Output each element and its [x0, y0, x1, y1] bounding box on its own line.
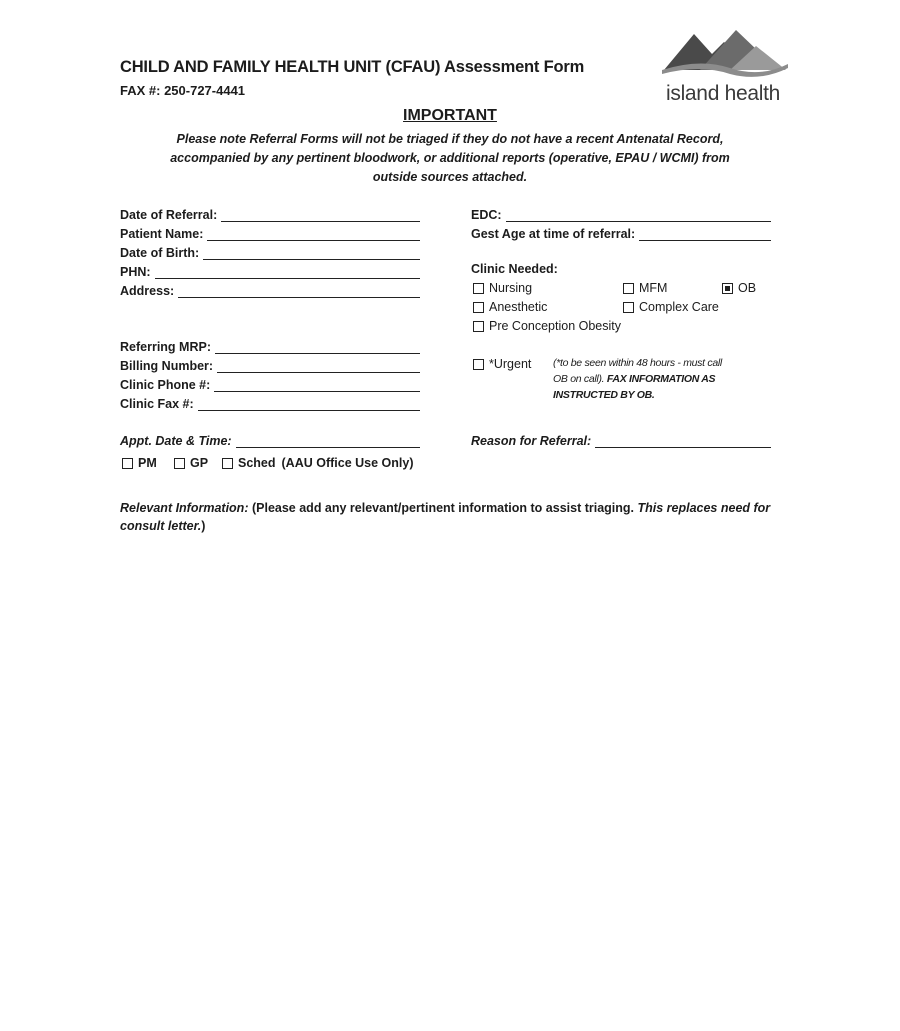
- island-health-logo: [660, 24, 792, 108]
- fax-number: FAX #: 250-727-4441: [120, 83, 246, 98]
- input-line[interactable]: [207, 228, 420, 241]
- checkbox-icon[interactable]: [174, 458, 185, 469]
- field-label: Appt. Date & Time:: [120, 434, 232, 448]
- clinic-needed-label: Clinic Needed:: [471, 262, 558, 276]
- input-line[interactable]: [215, 341, 420, 354]
- gp-checkbox[interactable]: [174, 456, 208, 470]
- field-label: EDC:: [471, 208, 502, 222]
- patient-name-field[interactable]: [120, 225, 420, 241]
- mfm-checkbox[interactable]: [623, 281, 667, 295]
- address-field[interactable]: [120, 282, 420, 298]
- field-label: Date of Birth:: [120, 246, 200, 260]
- field-label: Date of Referral:: [120, 208, 218, 222]
- gest-age-field[interactable]: [471, 225, 771, 241]
- sched-checkbox[interactable]: [222, 456, 413, 470]
- input-line[interactable]: [236, 435, 420, 448]
- relevant-text: (Please add any relevant/pertinent information to assist triaging.: [248, 501, 638, 515]
- field-label: Reason for Referral:: [471, 434, 592, 448]
- field-label: Clinic Phone #:: [120, 378, 211, 392]
- pm-checkbox[interactable]: [122, 456, 157, 470]
- checked-checkbox-icon[interactable]: [722, 283, 733, 294]
- reason-for-referral-field[interactable]: [471, 432, 771, 448]
- checkbox-icon[interactable]: [473, 302, 484, 313]
- checkbox-label: Complex Care: [639, 300, 719, 314]
- field-label: Address:: [120, 284, 175, 298]
- complex-care-checkbox[interactable]: [623, 300, 719, 314]
- clinic-fax-field[interactable]: [120, 395, 420, 411]
- checkbox-icon[interactable]: [473, 359, 484, 370]
- notice-line: Please note Referral Forms will not be triaged if they do not have a recent Antenatal Record,: [176, 132, 724, 146]
- urgent-note-emphasis: INSTRUCTED BY OB.: [553, 389, 655, 401]
- checkbox-icon[interactable]: [473, 321, 484, 332]
- field-label: Patient Name:: [120, 227, 204, 241]
- logo-text: island health: [666, 82, 781, 105]
- input-line[interactable]: [506, 209, 771, 222]
- input-line[interactable]: [178, 285, 420, 298]
- checkbox-label: GP: [190, 456, 209, 470]
- checkbox-label: Nursing: [489, 281, 533, 295]
- office-use-note: (AAU Office Use Only): [281, 456, 414, 470]
- checkbox-icon[interactable]: [623, 283, 634, 294]
- checkbox-icon[interactable]: [122, 458, 133, 469]
- checkbox-label: OB: [738, 281, 757, 295]
- important-notice: [130, 130, 770, 187]
- relevant-label: Relevant Information:: [120, 501, 249, 515]
- anesthetic-checkbox[interactable]: [473, 300, 547, 314]
- checkbox-icon[interactable]: [222, 458, 233, 469]
- edc-field[interactable]: [471, 206, 771, 222]
- form-title: CHILD AND FAMILY HEALTH UNIT (CFAU) Assessment Form: [120, 58, 585, 76]
- clinic-phone-field[interactable]: [120, 376, 420, 392]
- date-of-birth-field[interactable]: [120, 244, 420, 260]
- urgent-checkbox[interactable]: [473, 357, 531, 371]
- input-line[interactable]: [203, 247, 420, 260]
- input-line[interactable]: [214, 379, 420, 392]
- field-label: Referring MRP:: [120, 340, 211, 354]
- input-line[interactable]: [639, 228, 771, 241]
- ob-checkbox[interactable]: [722, 281, 756, 295]
- referring-mrp-field[interactable]: [120, 338, 420, 354]
- field-label: Gest Age at time of referral:: [471, 227, 636, 241]
- mountain-logo-icon: [660, 24, 792, 84]
- urgent-note-emphasis: FAX INFORMATION AS: [606, 373, 716, 385]
- urgent-note: [553, 355, 768, 403]
- input-line[interactable]: [217, 360, 420, 373]
- input-line[interactable]: [155, 266, 420, 279]
- urgent-note-line: OB on call).: [553, 373, 605, 385]
- field-label: PHN:: [120, 265, 151, 279]
- date-of-referral-field[interactable]: [120, 206, 420, 222]
- urgent-note-line: (*to be seen within 48 hours - must call: [553, 357, 722, 369]
- appt-date-time-field[interactable]: [120, 432, 420, 448]
- pre-conception-obesity-checkbox[interactable]: [473, 319, 621, 333]
- relevant-information: [120, 499, 780, 535]
- notice-line: accompanied by any pertinent bloodwork, or additional reports (operative, EPAU / WCMI) from: [170, 151, 730, 165]
- input-line[interactable]: [595, 435, 771, 448]
- checkbox-label: Pre Conception Obesity: [489, 319, 622, 333]
- checkbox-icon[interactable]: [473, 283, 484, 294]
- field-label: Clinic Fax #:: [120, 397, 194, 411]
- relevant-close: ): [201, 519, 206, 533]
- checkbox-label: Anesthetic: [489, 300, 548, 314]
- notice-line: outside sources attached.: [372, 170, 528, 184]
- checkbox-label: MFM: [639, 281, 668, 295]
- phn-field[interactable]: [120, 263, 420, 279]
- input-line[interactable]: [198, 398, 420, 411]
- checkbox-label: Sched: [238, 456, 276, 470]
- input-line[interactable]: [221, 209, 420, 222]
- checkbox-label: PM: [138, 456, 157, 470]
- checkbox-label: *Urgent: [489, 357, 532, 371]
- field-label: Billing Number:: [120, 359, 214, 373]
- important-heading: IMPORTANT: [403, 107, 497, 124]
- relevant-emphasis: This replaces need for consult letter.: [120, 501, 771, 533]
- checkbox-icon[interactable]: [623, 302, 634, 313]
- billing-number-field[interactable]: [120, 357, 420, 373]
- nursing-checkbox[interactable]: [473, 281, 532, 295]
